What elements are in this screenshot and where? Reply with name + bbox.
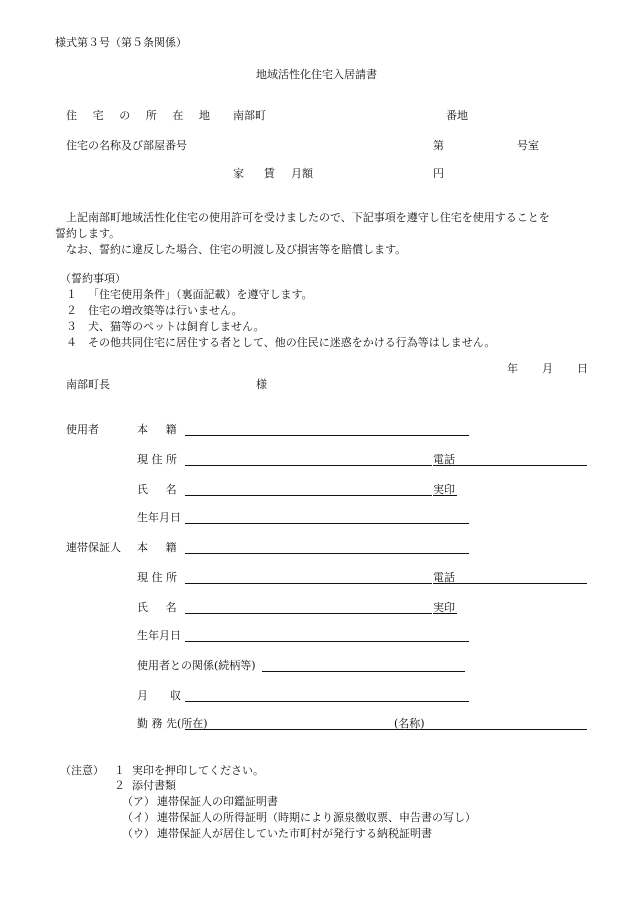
user-name-field[interactable] [185, 495, 432, 496]
note-2-number: ２ [114, 779, 125, 792]
user-address-field[interactable] [185, 465, 432, 466]
attachment-item [122, 795, 278, 809]
dai-label: 第 [433, 139, 444, 152]
note-1-text: 実印を押印してください。 [132, 764, 264, 777]
location-label: 住 宅 の 所 在 地 [66, 109, 217, 122]
town-name: 南部町 [233, 109, 266, 122]
pledge-item-text: 住宅の増改築等は行いません。 [88, 304, 243, 317]
user-seal-label: 実印 [433, 483, 455, 496]
guarantor-seal-label: 実印 [433, 601, 455, 614]
room-suffix-label: 号室 [517, 139, 539, 152]
pledge-item-text: その他共同住宅に居住する者として、他の住民に迷惑をかける行為等はしません。 [88, 336, 496, 349]
guarantor-workplace-name-field[interactable] [394, 729, 587, 730]
pledge-line-2: 誓約します。 [55, 227, 121, 240]
notes-label: （注意） [60, 764, 104, 777]
banchi-label: 番地 [446, 109, 468, 122]
guarantor-income-label: 月 収 [137, 689, 187, 702]
user-birthdate-field[interactable] [185, 523, 469, 524]
guarantor-section-label: 連帯保証人 [66, 541, 121, 554]
user-seal-underline [433, 495, 457, 496]
date-year-label: 年 [507, 362, 518, 375]
user-honseki-label: 本 籍 [137, 423, 180, 436]
pledge-item-number: ２ [66, 304, 77, 317]
date-day-label: 日 [577, 362, 588, 375]
sama-label: 様 [256, 378, 267, 391]
guarantor-address-field[interactable] [185, 583, 432, 584]
monthly-label: 月額 [291, 167, 313, 180]
guarantor-birthdate-field[interactable] [185, 641, 469, 642]
guarantor-workplace-label: 勤 務 先(所在) [137, 717, 208, 730]
form-number: 様式第３号（第５条関係） [55, 36, 187, 49]
guarantor-phone-label: 電話 [433, 571, 455, 584]
user-birthdate-label: 生年月日 [137, 511, 181, 524]
guarantor-name-field[interactable] [185, 613, 432, 614]
user-address-label: 現 住 所 [137, 453, 177, 466]
rent-label: 家 賃 [233, 167, 280, 180]
user-phone-field[interactable] [433, 465, 587, 466]
pledge-item-text: 「住宅使用条件」（裏面記載）を遵守します。 [88, 288, 313, 301]
pledge-item-text: 犬、猫等のペットは飼育しません。 [88, 320, 265, 333]
user-phone-label: 電話 [433, 453, 455, 466]
yen-label: 円 [433, 167, 444, 180]
pledge-item [66, 288, 313, 302]
document-title: 地域活性化住宅入居請書 [256, 68, 377, 81]
user-name-label: 氏 名 [137, 483, 180, 496]
attachment-item [122, 827, 432, 841]
guarantor-relation-field[interactable] [262, 671, 465, 672]
guarantor-workplace-name-label: (名称) [394, 717, 425, 730]
user-section-label: 使用者 [66, 423, 99, 436]
guarantor-workplace-address-field[interactable] [185, 729, 395, 730]
guarantor-name-label: 氏 名 [137, 601, 180, 614]
guarantor-income-field[interactable] [185, 701, 469, 702]
attachment-item-number: （ウ） [122, 827, 155, 840]
attachment-item-text: 連帯保証人の所得証明（時期により源泉徴収票、申告書の写し） [157, 811, 476, 824]
pledge-item-number: ３ [66, 320, 77, 333]
guarantor-seal-underline [433, 613, 457, 614]
mayor-label: 南部町長 [66, 378, 110, 391]
name-room-label: 住宅の名称及び部屋番号 [66, 139, 187, 152]
pledge-item [66, 336, 495, 350]
guarantor-phone-field[interactable] [433, 583, 587, 584]
guarantor-address-label: 現 住 所 [137, 571, 177, 584]
date-month-label: 月 [542, 362, 553, 375]
pledge-line-3: なお、誓約に違反した場合、住宅の明渡し及び損害等を賠償します。 [66, 243, 407, 256]
pledge-item [66, 320, 265, 334]
attachment-item [122, 811, 476, 825]
attachment-item-text: 連帯保証人が居住していた市町村が発行する納税証明書 [157, 827, 432, 840]
guarantor-birthdate-label: 生年月日 [137, 629, 181, 642]
attachment-item-number: （ア） [122, 795, 155, 808]
note-2-text: 添付書類 [132, 779, 176, 792]
user-honseki-field[interactable] [185, 435, 469, 436]
pledge-item-number: １ [66, 288, 77, 301]
pledge-items-heading: （誓約事項） [60, 272, 126, 285]
pledge-item-number: ４ [66, 336, 77, 349]
guarantor-honseki-field[interactable] [185, 553, 469, 554]
pledge-line-1: 上記南部町地域活性化住宅の使用許可を受けましたので、下記事項を遵守し住宅を使用することを [66, 211, 550, 224]
note-1-number: １ [114, 764, 125, 777]
pledge-item [66, 304, 243, 318]
guarantor-honseki-label: 本 籍 [137, 541, 180, 554]
attachment-item-text: 連帯保証人の印鑑証明書 [157, 795, 278, 808]
guarantor-relation-label: 使用者との関係(続柄等) [137, 659, 256, 672]
attachment-item-number: （イ） [122, 811, 155, 824]
